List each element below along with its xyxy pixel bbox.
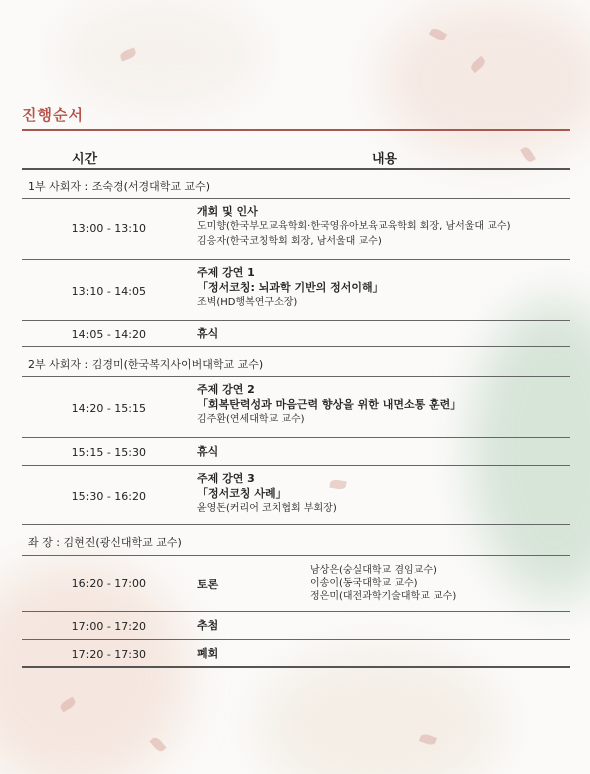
speaker-line: 도미향(한국부모교육학회·한국영유아보육교육학회 회장, 남서울대 교수) <box>197 221 511 232</box>
panelist: 이송이(동국대학교 교수) <box>310 578 418 589</box>
row-subtitle: 「정서코칭 사례」 <box>197 487 287 500</box>
row-title: 주제 강연 3 <box>197 472 255 485</box>
row-content <box>197 471 337 516</box>
divider <box>22 524 570 525</box>
schedule-row <box>22 376 570 437</box>
row-content <box>197 646 218 661</box>
table-bottom-rule <box>22 666 570 668</box>
row-time: 17:20 - 17:30 <box>71 648 146 661</box>
schedule-row <box>22 259 570 320</box>
row-time: 13:00 - 13:10 <box>71 222 146 235</box>
header-rule <box>22 168 570 170</box>
panelist: 정은미(대전과학기술대학교 교수) <box>310 591 457 602</box>
row-title: 추첨 <box>197 619 219 632</box>
schedule-row <box>22 198 570 258</box>
speaker-line: 윤영돈(커리어 코치협회 부회장) <box>197 503 337 514</box>
row-time: 13:10 - 14:05 <box>71 285 146 298</box>
row-content <box>197 618 218 633</box>
schedule-row <box>22 639 570 666</box>
row-time: 15:15 - 15:30 <box>71 446 146 459</box>
schedule-row <box>22 320 570 346</box>
moderator-chair: 좌 장 : 김현진(광신대학교 교수) <box>28 536 182 549</box>
row-subtitle: 「회복탄력성과 마음근력 향상을 위한 내면소통 훈련」 <box>197 398 462 411</box>
row-title: 주제 강연 1 <box>197 266 255 279</box>
title-underline <box>22 129 570 131</box>
row-title: 폐회 <box>197 647 219 660</box>
row-title: 개회 및 인사 <box>197 205 258 218</box>
row-title: 토론 <box>197 578 219 591</box>
row-time: 14:20 - 15:15 <box>71 402 146 415</box>
divider <box>22 346 570 347</box>
schedule-row <box>22 437 570 465</box>
panelist-list <box>310 564 456 603</box>
speaker-line: 김응자(한국코칭학회 회장, 남서울대 교수) <box>197 236 382 247</box>
row-time: 17:00 - 17:20 <box>71 620 146 633</box>
row-content <box>197 444 218 459</box>
row-time: 14:05 - 14:20 <box>71 328 146 341</box>
row-time: 15:30 - 16:20 <box>71 490 146 503</box>
section-title: 진행순서 <box>22 106 84 124</box>
row-content <box>197 577 218 592</box>
row-content <box>197 326 218 341</box>
row-title: 휴식 <box>197 327 219 340</box>
schedule-row <box>22 555 570 611</box>
moderator-part2: 2부 사회자 : 김경미(한국복지사이버대학교 교수) <box>28 358 264 371</box>
speaker-line: 김주환(연세대학교 교수) <box>197 414 305 425</box>
row-title: 주제 강연 2 <box>197 383 255 396</box>
row-content <box>197 382 461 427</box>
row-title: 휴식 <box>197 445 219 458</box>
row-time: 16:20 - 17:00 <box>71 577 146 590</box>
column-header-content: 내용 <box>372 152 398 167</box>
schedule-row <box>22 465 570 524</box>
row-content <box>197 204 511 249</box>
speaker-line: 조벽(HD행복연구소장) <box>197 297 298 308</box>
column-header-time: 시간 <box>72 152 98 167</box>
schedule-row <box>22 611 570 639</box>
moderator-part1: 1부 사회자 : 조숙경(서경대학교 교수) <box>28 180 211 193</box>
row-content <box>197 265 384 310</box>
panelist: 남상은(숭실대학교 겸임교수) <box>310 565 437 576</box>
row-subtitle: 「정서코칭: 뇌과학 기반의 정서이해」 <box>197 281 384 294</box>
